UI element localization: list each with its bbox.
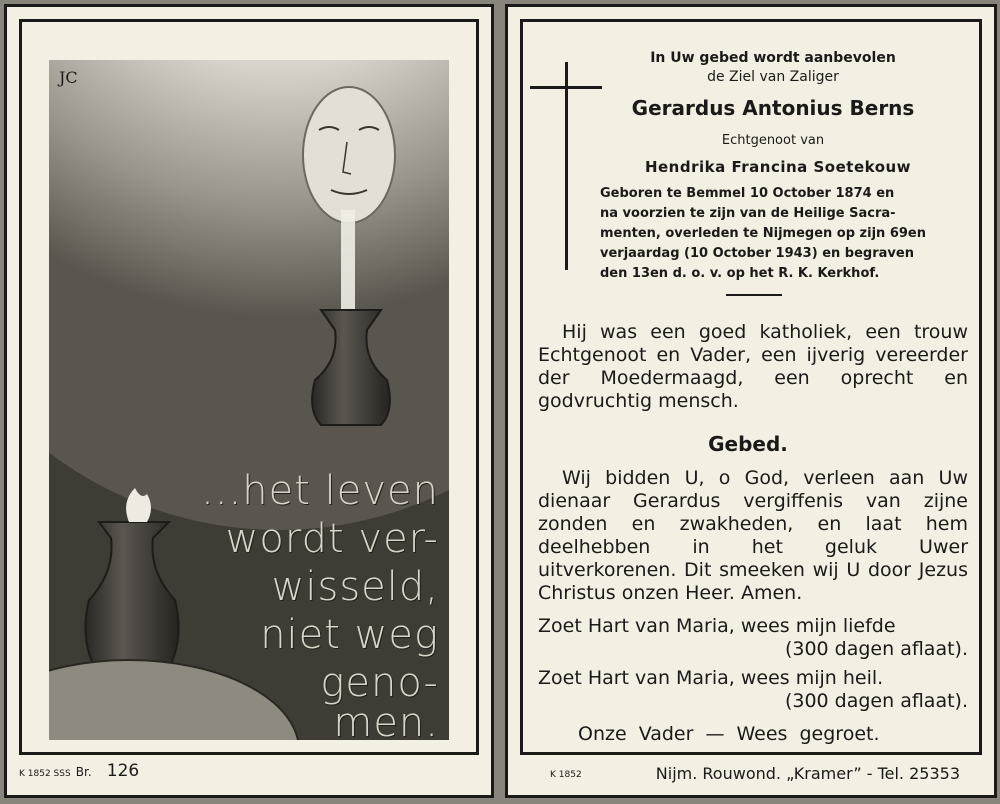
artist-monogram: JC xyxy=(59,68,78,87)
cross-icon-horizontal xyxy=(530,86,602,89)
face xyxy=(303,87,395,223)
deceased-name: Gerardus Antonius Berns xyxy=(631,96,915,120)
biography-line-1: Geboren te Bemmel 10 October 1874 en xyxy=(600,186,895,201)
biography-line-3: menten, overleden te Nijmegen op zijn 69en xyxy=(600,226,926,241)
phrase-line-2: wordt ver- xyxy=(225,516,439,562)
prayer-title: Gebed. xyxy=(708,432,788,456)
biography xyxy=(600,184,945,284)
spouse-name: Hendrika Francina Soetekouw xyxy=(644,158,912,176)
print-code: K 1852 SSS xyxy=(19,769,71,779)
printer-info: Nijm. Rouwond. „Kramer” - Tel. 25353 xyxy=(655,764,960,783)
br-label: Br. xyxy=(75,765,92,779)
phrase-line-1: ...het leven xyxy=(201,468,439,514)
phrase-line-5: geno- xyxy=(320,660,439,706)
closing-prayers: Onze Vader — Wees gegroet. xyxy=(578,723,880,745)
cross-icon-vertical xyxy=(565,62,568,270)
spouse-label: Echtgenoot van xyxy=(721,133,825,148)
divider xyxy=(726,294,782,296)
phrase-line-4: niet weg xyxy=(260,612,439,658)
prayer-text: Wij bidden U, o God, verleen aan Uw dienaar Gerardus vergiffenis van zijne zonden en zwakheden, en laat hem deelhebben in het geluk Uwer uitverkorenen. Dit smeeken wij U door Jezus Christus onzen Heer. Amen. xyxy=(538,467,968,604)
memorial-card-back xyxy=(505,4,997,798)
right-footer xyxy=(520,762,982,781)
br-number: 126 xyxy=(106,761,140,781)
indulgence-2-note: (300 dagen aflaat). xyxy=(784,690,968,712)
intro-line-1: In Uw gebed wordt aanbevolen xyxy=(650,50,896,66)
devotional-illustration xyxy=(49,60,449,740)
biography-line-2: na voorzien te zijn van de Heilige Sacra- xyxy=(600,206,896,221)
indulgence-2-text: Zoet Hart van Maria, wees mijn heil. xyxy=(538,667,884,689)
biography-line-5: den 13en d. o. v. op het R. K. Kerkhof. xyxy=(600,266,880,281)
indulgence-1-note: (300 dagen aflaat). xyxy=(784,638,968,660)
intro-line-2: de Ziel van Zaliger xyxy=(707,69,839,85)
print-code: K 1852 xyxy=(550,770,582,780)
tribute-text: Hij was een goed katholiek, een trouw Echtgenoot en Vader, een ijverig vereerder der Moedermaagd, een oprecht en godvruchtig mensch. xyxy=(538,321,968,412)
phrase-line-3: wisseld, xyxy=(271,564,439,610)
biography-line-4: verjaardag (10 October 1943) en begraven xyxy=(600,246,914,261)
left-footer xyxy=(19,761,139,781)
phrase-line-6: men. xyxy=(333,700,439,740)
memorial-card-front xyxy=(4,4,494,798)
indulgence-1-text: Zoet Hart van Maria, wees mijn liefde xyxy=(538,615,896,637)
